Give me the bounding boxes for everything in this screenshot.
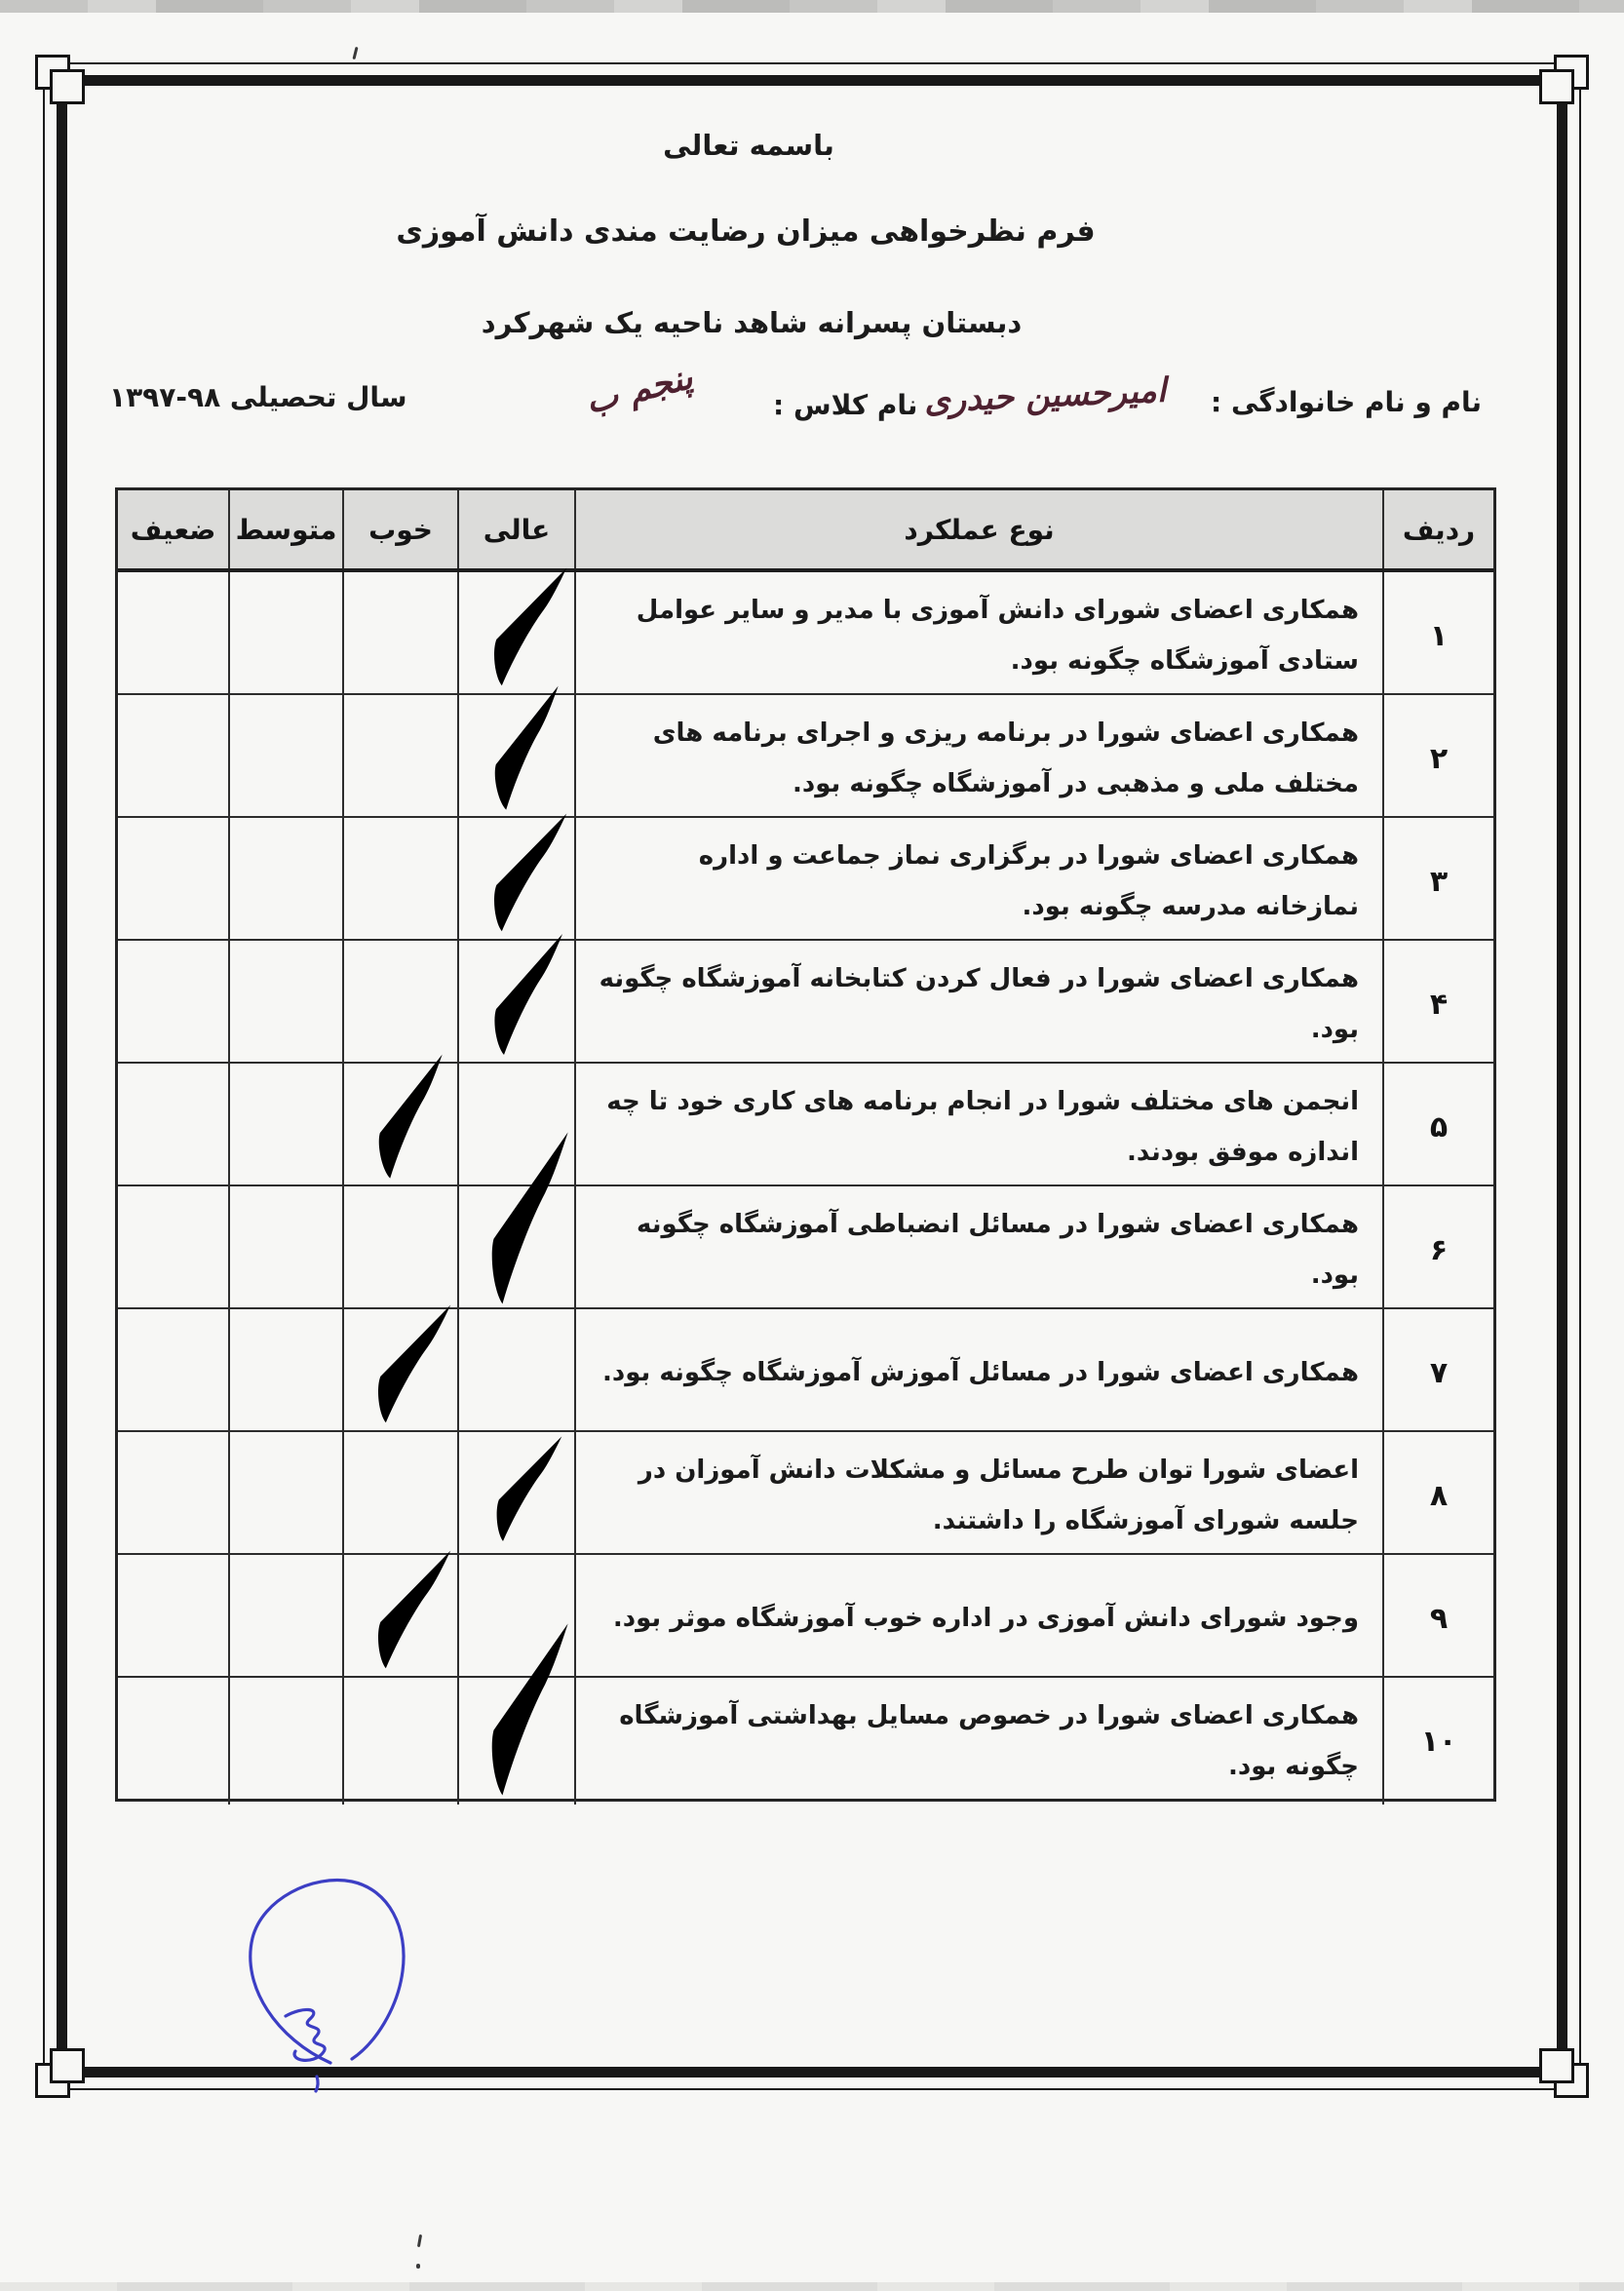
cell-weak — [118, 1678, 230, 1805]
cell-excellent — [459, 695, 576, 822]
cell-good — [344, 1432, 459, 1559]
cell-good — [344, 695, 459, 822]
row-performance-text: همکاری اعضای شورا در مسائل آموزش آموزشگاه چگونه بود. — [576, 1309, 1384, 1436]
cell-weak — [118, 695, 230, 822]
table-row — [118, 816, 1493, 939]
header-good: خوب — [344, 490, 459, 568]
handwritten-checkmark — [475, 713, 559, 824]
table-header-row — [118, 490, 1493, 572]
cell-average — [230, 1064, 344, 1190]
row-number: ۸ — [1429, 1478, 1449, 1513]
cell-good — [344, 572, 459, 699]
cell-good — [344, 941, 459, 1068]
cell-good — [344, 1555, 459, 1682]
cell-weak — [118, 1064, 230, 1190]
form-title: فرم نظرخواهی میزان رضایت مندی دانش آموزی — [396, 214, 1096, 249]
class-field-handwritten-value: پنجم ب — [581, 358, 697, 422]
cell-average — [230, 572, 344, 699]
table-row — [118, 1184, 1493, 1307]
row-number: ۳ — [1429, 864, 1449, 899]
row-number: ۷ — [1429, 1355, 1449, 1390]
row-performance-text: همکاری اعضای شورا در برگزاری نماز جماعت و اداره نمازخانه مدرسه چگونه بود. — [576, 818, 1384, 945]
header-weak: ضعیف — [118, 490, 230, 568]
scan-artifact-top — [0, 0, 1624, 13]
row-performance-text: وجود شورای دانش آموزی در اداره خوب آموزشگاه موثر بود. — [576, 1555, 1384, 1682]
handwritten-checkmark — [359, 1573, 443, 1684]
handwritten-checkmark — [475, 590, 559, 701]
academic-year-label: سال تحصیلی ۹۸-۱۳۹۷ — [109, 381, 407, 413]
cell-weak — [118, 1309, 230, 1436]
handwritten-checkmark — [359, 1327, 443, 1438]
row-number: ۶ — [1429, 1232, 1449, 1267]
frame-corner-ornament — [35, 2038, 96, 2098]
table-row — [118, 1307, 1493, 1430]
cell-average — [230, 1678, 344, 1805]
row-performance-text: همکاری اعضای شورا در فعال کردن کتابخانه آموزشگاه چگونه بود. — [576, 941, 1384, 1068]
cell-average — [230, 941, 344, 1068]
table-row — [118, 1676, 1493, 1799]
scan-artifact-bottom — [0, 2282, 1624, 2291]
cell-excellent — [459, 818, 576, 945]
row-performance-text: انجمن های مختلف شورا در انجام برنامه های کاری خود تا چه اندازه موفق بودند. — [576, 1064, 1384, 1190]
row-performance-text: همکاری اعضای شورای دانش آموزی با مدیر و سایر عوامل ستادی آموزشگاه چگونه بود. — [576, 572, 1384, 699]
row-number: ۲ — [1429, 741, 1449, 776]
cell-average — [230, 1432, 344, 1559]
school-name: دبستان پسرانه شاهد ناحیه یک شهرکرد — [481, 306, 1023, 339]
header-row-number: ردیف — [1402, 513, 1476, 546]
ink-speck — [352, 47, 358, 59]
name-field-handwritten-value: امیرحسین حیدری — [923, 370, 1167, 421]
handwritten-checkmark — [359, 1081, 443, 1192]
handwritten-checkmark — [480, 1455, 555, 1556]
row-performance-text: همکاری اعضای شورا در برنامه ریزی و اجرای برنامه های مختلف ملی و مذهبی در آموزشگاه چگونه بود. — [576, 695, 1384, 822]
table-row — [118, 1553, 1493, 1676]
handwritten-checkmark — [478, 960, 556, 1068]
cell-weak — [118, 818, 230, 945]
cell-average — [230, 1309, 344, 1436]
ink-speck — [417, 2234, 422, 2247]
cell-excellent — [459, 1432, 576, 1559]
row-number: ۹ — [1429, 1601, 1449, 1636]
handwritten-checkmark — [473, 1661, 561, 1813]
cell-weak — [118, 1555, 230, 1682]
header-performance-type: نوع عملکرد — [576, 490, 1384, 568]
handwritten-checkmark — [475, 835, 559, 947]
row-performance-text: اعضای شورا توان طرح مسائل و مشکلات دانش آموزان در جلسه شورای آموزشگاه را داشتند. — [576, 1432, 1384, 1559]
cell-weak — [118, 941, 230, 1068]
table-row — [118, 939, 1493, 1062]
bismillah-heading: باسمه تعالی — [663, 129, 834, 162]
header-excellent: عالی — [459, 490, 576, 568]
cell-good — [344, 1186, 459, 1313]
cell-excellent — [459, 1678, 576, 1805]
cell-excellent — [459, 941, 576, 1068]
table-row — [118, 1062, 1493, 1184]
cell-good — [344, 1309, 459, 1436]
row-number: ۱۰ — [1420, 1724, 1457, 1759]
class-field-label: نام کلاس : — [773, 389, 918, 421]
frame-corner-ornament — [1528, 55, 1589, 115]
cell-weak — [118, 1186, 230, 1313]
handwritten-signature — [216, 1868, 421, 2092]
cell-good — [344, 1064, 459, 1190]
cell-good — [344, 1678, 459, 1805]
cell-weak — [118, 1432, 230, 1559]
cell-average — [230, 818, 344, 945]
row-number: ۴ — [1429, 987, 1449, 1022]
header-average: متوسط — [230, 490, 344, 568]
cell-excellent — [459, 1309, 576, 1436]
cell-excellent — [459, 572, 576, 699]
cell-good — [344, 818, 459, 945]
row-number: ۱ — [1429, 618, 1449, 653]
table-row — [118, 572, 1493, 693]
survey-table — [115, 487, 1496, 1802]
cell-average — [230, 1555, 344, 1682]
name-field-label: نام و نام خانوادگی : — [1211, 386, 1483, 418]
frame-corner-ornament — [1528, 2038, 1589, 2098]
table-row — [118, 1430, 1493, 1553]
row-performance-text: همکاری اعضای شورا در خصوص مسایل بهداشتی آموزشگاه چگونه بود. — [576, 1678, 1384, 1805]
cell-excellent — [459, 1186, 576, 1313]
cell-weak — [118, 572, 230, 699]
table-row — [118, 693, 1493, 816]
cell-average — [230, 1186, 344, 1313]
handwritten-checkmark — [473, 1170, 561, 1322]
row-performance-text: همکاری اعضای شورا در مسائل انضباطی آموزشگاه چگونه بود. — [576, 1186, 1384, 1313]
frame-corner-ornament — [35, 55, 96, 115]
ink-speck — [416, 2264, 420, 2269]
cell-average — [230, 695, 344, 822]
row-number: ۵ — [1429, 1109, 1449, 1145]
